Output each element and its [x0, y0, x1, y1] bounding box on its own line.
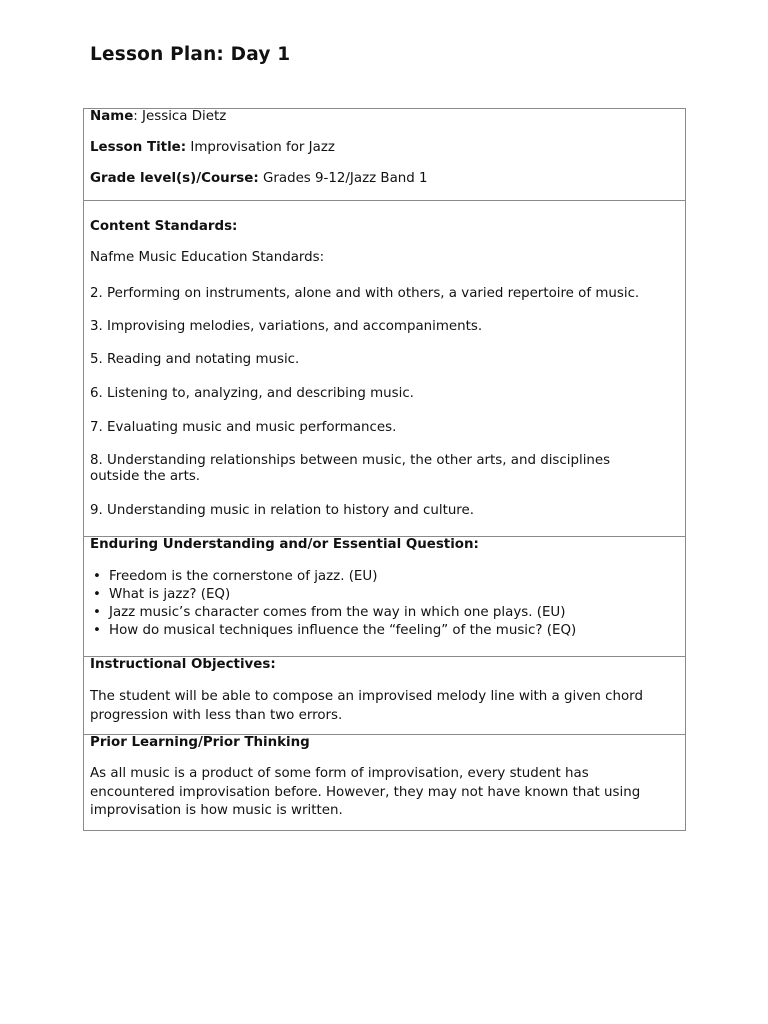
standard-item: 5. Reading and notating music. [90, 352, 300, 367]
objectives-heading: Instructional Objectives: [90, 657, 276, 672]
standard-item: 9. Understanding music in relation to history and culture. [90, 503, 475, 518]
bullet-icon: • [93, 587, 101, 602]
bullet-icon: • [93, 569, 101, 584]
list-item [93, 605, 565, 621]
grade-label: Grade level(s)/Course: [90, 171, 259, 186]
lesson-title-value: Improvisation for Jazz [186, 140, 335, 155]
bullet-icon: • [93, 605, 101, 620]
lesson-title-label: Lesson Title: [90, 140, 187, 155]
bullet-text: Jazz music’s character comes from the way in which one plays. (EU) [109, 605, 566, 620]
grade-line [90, 171, 428, 187]
objectives-section [84, 656, 685, 734]
enduring-heading: Enduring Understanding and/or Essential Question: [90, 537, 479, 552]
grade-value: Grades 9-12/Jazz Band 1 [258, 171, 428, 186]
prior-text: As all music is a product of some form of improvisation, every student has encountered improvisation before. However, they may not have known that using improvisation is how music is written. [90, 766, 641, 818]
standard-item: 7. Evaluating music and music performances. [90, 420, 397, 435]
list-item [93, 569, 377, 585]
bullet-text: What is jazz? (EQ) [109, 587, 231, 602]
bullet-icon: • [93, 623, 101, 638]
bullet-text: Freedom is the cornerstone of jazz. (EU) [109, 569, 378, 584]
list-item [93, 587, 230, 603]
content-standards-section [84, 200, 685, 536]
enduring-understanding-section [84, 536, 685, 656]
standard-item: 2. Performing on instruments, alone and with others, a varied repertoire of music. [90, 286, 640, 301]
name-value: : Jessica Dietz [133, 109, 227, 124]
prior-heading: Prior Learning/Prior Thinking [90, 735, 310, 750]
bullet-text: How do musical techniques influence the “feeling” of the music? (EQ) [109, 623, 577, 638]
standard-item: 6. Listening to, analyzing, and describing music. [90, 386, 414, 401]
standards-intro: Nafme Music Education Standards: [90, 250, 325, 265]
content-standards-heading: Content Standards: [90, 219, 238, 234]
list-item [93, 623, 576, 639]
standard-item: 3. Improvising melodies, variations, and accompaniments. [90, 319, 483, 334]
objectives-text: The student will be able to compose an improvised melody line with a given chord progression with less than two errors. [90, 689, 643, 723]
lesson-title-line [90, 140, 335, 156]
standard-item: 8. Understanding relationships between music, the other arts, and disciplines outside the arts. [90, 453, 611, 484]
page-title: Lesson Plan: Day 1 [90, 44, 291, 65]
lesson-plan-table [83, 108, 686, 831]
prior-learning-section [84, 734, 685, 830]
name-label: Name [90, 109, 134, 124]
name-line [90, 109, 226, 125]
header-info-section [84, 109, 685, 200]
